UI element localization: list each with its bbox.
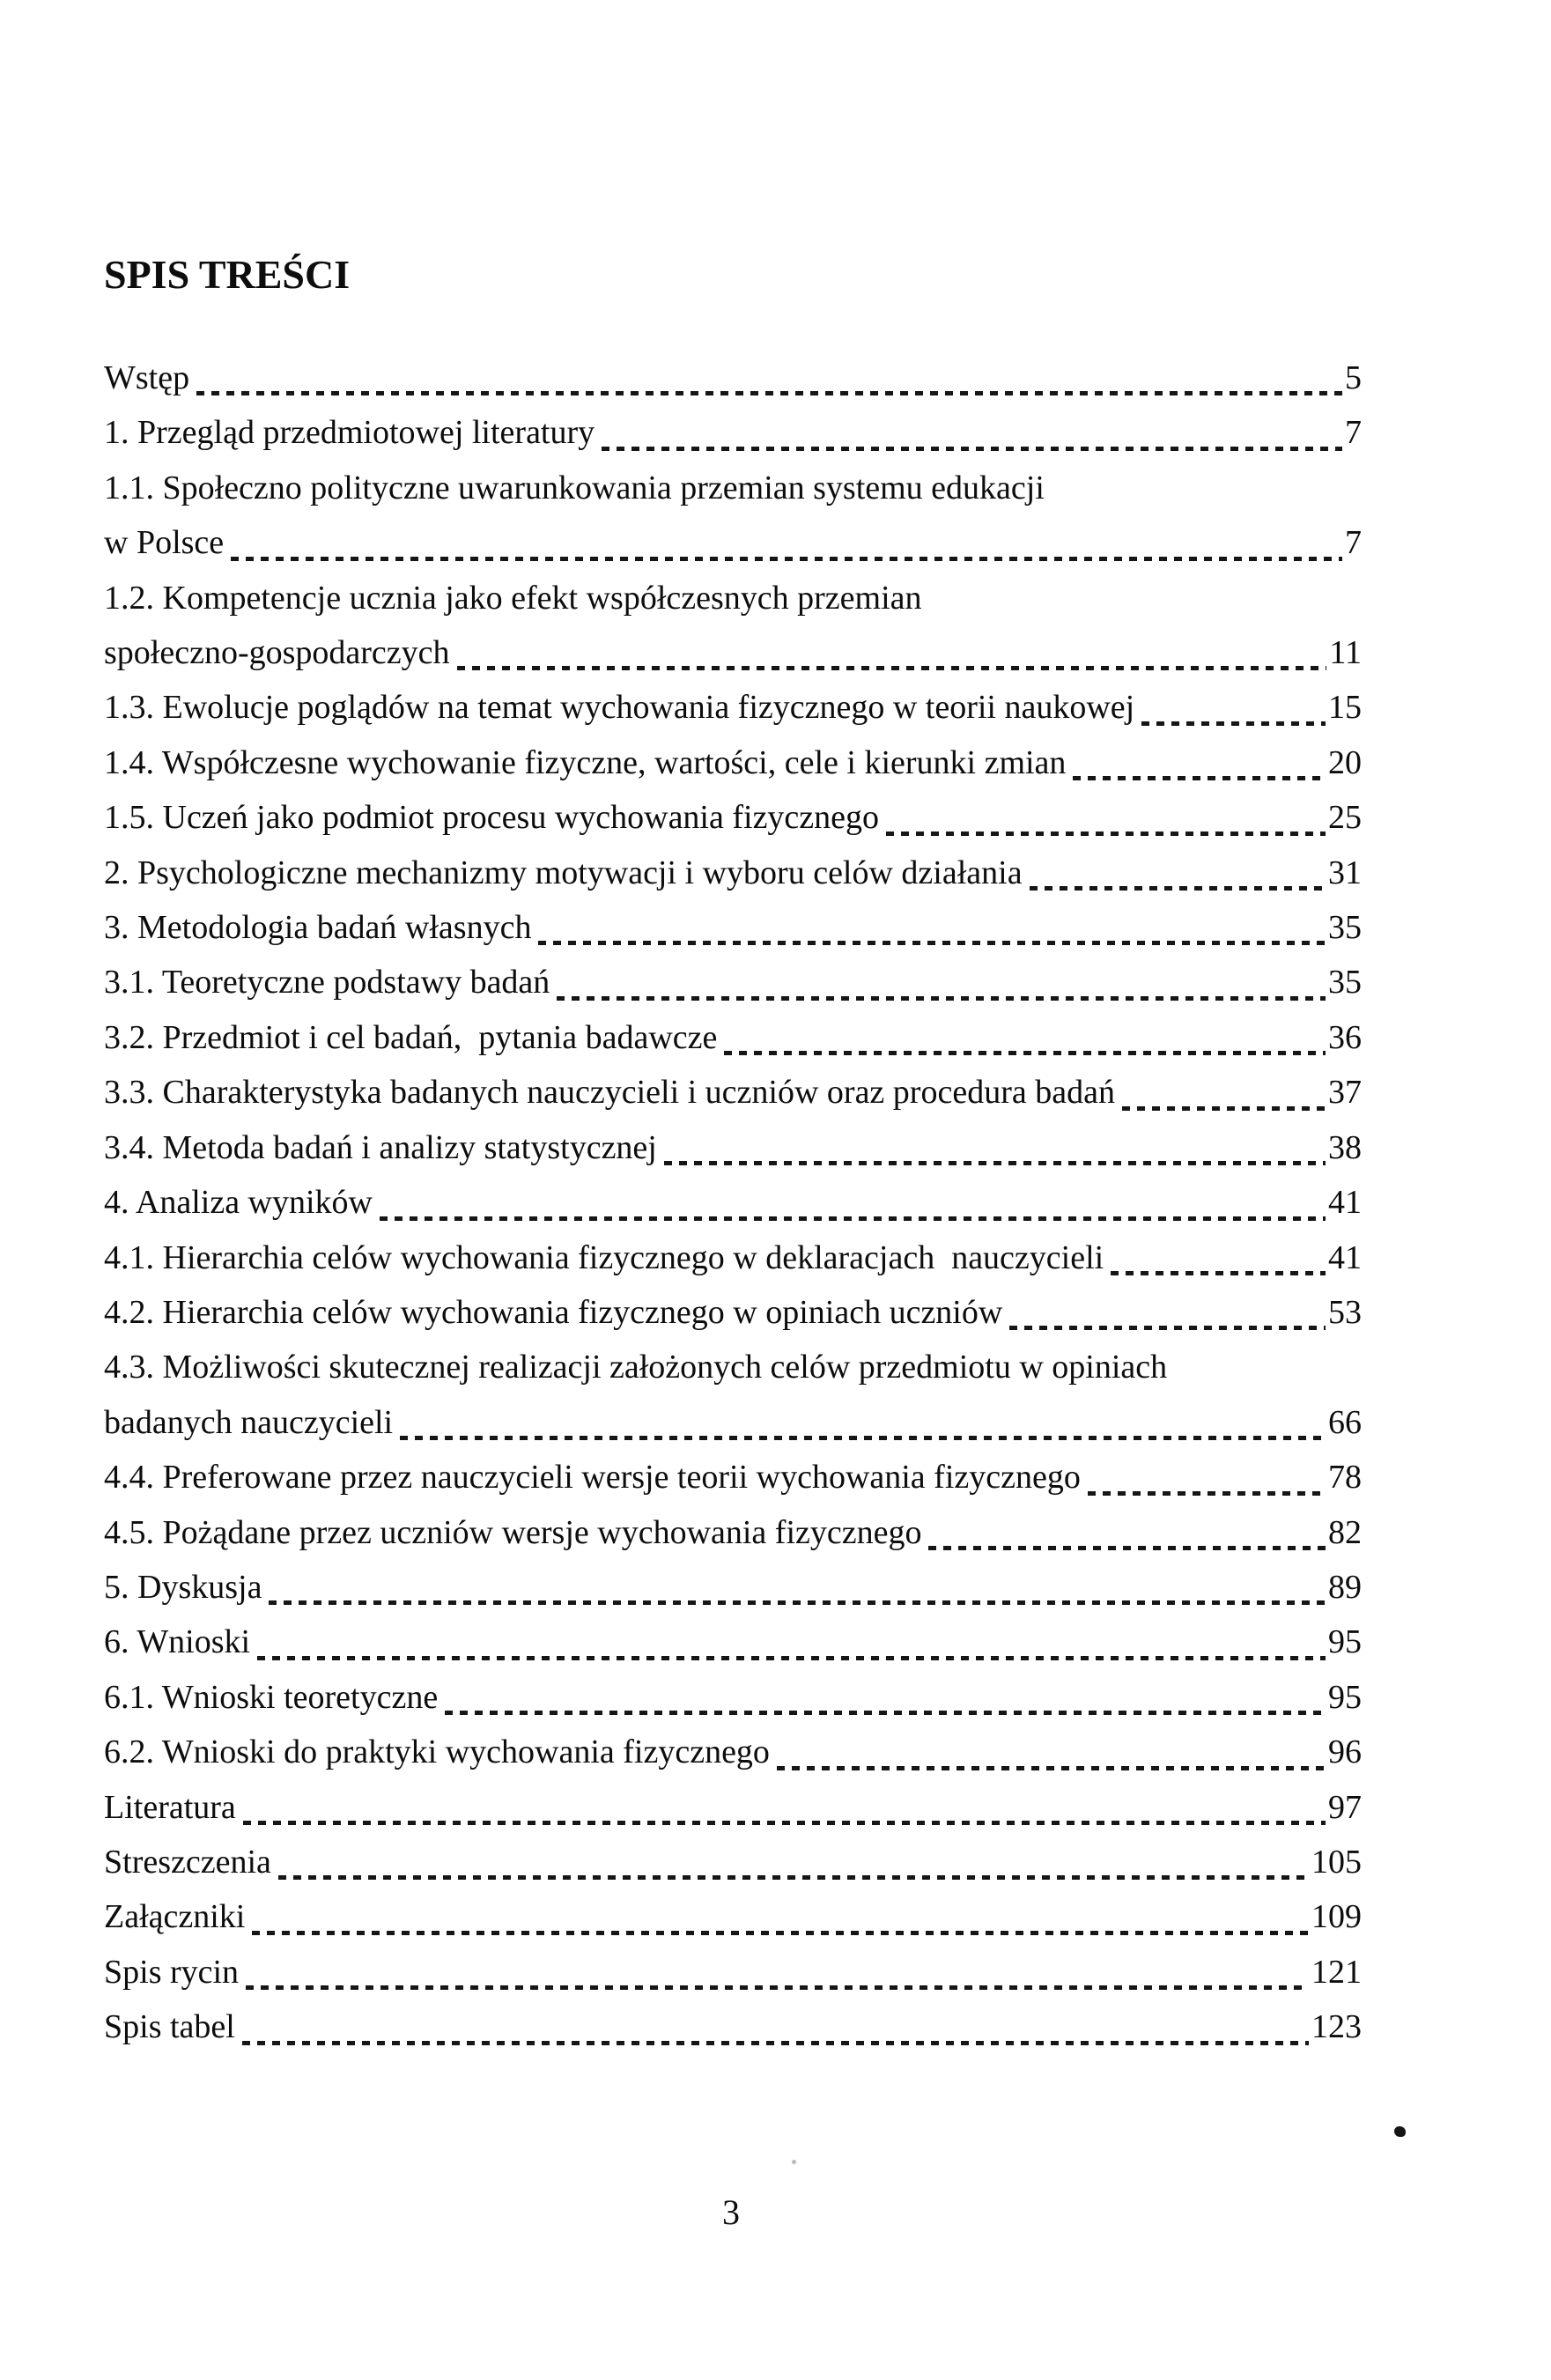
scan-artifact-speck	[1394, 2126, 1406, 2137]
toc-entry-text: 3.3. Charakterystyka badanych nauczycieli i uczniów oraz procedura badań	[104, 1074, 1115, 1112]
toc-entry	[104, 1670, 1362, 1725]
toc-dot-leader	[246, 1985, 1309, 1990]
toc-page-number: 96	[1328, 1733, 1362, 1771]
toc-entry-text: Wstęp	[104, 359, 190, 396]
toc-page-number: 35	[1328, 909, 1362, 947]
toc-entry	[104, 1450, 1362, 1504]
toc-dot-leader	[557, 996, 1326, 1001]
toc-entry-text: 1.5. Uczeń jako podmiot procesu wychowania fizycznego	[104, 799, 880, 837]
toc-entry	[104, 1945, 1362, 1999]
toc-entry-text: Spis rycin	[104, 1953, 240, 1991]
toc-entry-text: Literatura	[104, 1788, 236, 1826]
toc-entry-continuation	[104, 625, 1362, 680]
footer-page-number: 3	[722, 2192, 740, 2232]
toc-entry	[104, 1725, 1362, 1779]
toc-page-number: 95	[1328, 1678, 1362, 1716]
toc-entry-text: 1.2. Kompetencje ucznia jako efekt współczesnych przemian	[104, 579, 922, 617]
toc-entry-text: Streszczenia	[104, 1843, 271, 1881]
toc-dot-leader	[777, 1766, 1326, 1770]
toc-dot-leader	[269, 1600, 1326, 1605]
toc-entry	[104, 900, 1362, 955]
toc-page-number: 89	[1328, 1568, 1362, 1606]
toc-page-number: 121	[1311, 1953, 1362, 1991]
toc-entry	[104, 1175, 1362, 1230]
toc-entry-text: Spis tabel	[104, 2008, 235, 2046]
toc-entry	[104, 1615, 1362, 1669]
toc-entry	[104, 1065, 1362, 1120]
toc-dot-leader	[664, 1161, 1326, 1165]
toc-page-number: 7	[1345, 414, 1362, 452]
toc-dot-leader	[1088, 1491, 1326, 1496]
toc-entry-text: 1.4. Współczesne wychowanie fizyczne, wartości, cele i kierunki zmian	[104, 743, 1067, 781]
toc-entry	[104, 1560, 1362, 1615]
toc-entry-text: 3.4. Metoda badań i analizy statystycznej	[104, 1128, 657, 1166]
toc-dot-leader	[445, 1711, 1326, 1715]
toc-dot-leader	[242, 2041, 1309, 2045]
toc-dot-leader	[1122, 1106, 1326, 1111]
toc-page-number: 109	[1311, 1898, 1362, 1936]
toc-dot-leader	[538, 941, 1326, 945]
toc-page-number: 66	[1328, 1403, 1362, 1441]
toc-page-number: 95	[1328, 1623, 1362, 1661]
toc-page-number: 35	[1328, 964, 1362, 1002]
toc-page-number: 15	[1328, 689, 1362, 727]
toc-entry-text: 1.1. Społeczno polityczne uwarunkowania przemian systemu edukacji	[104, 469, 1045, 506]
toc-dot-leader	[928, 1546, 1326, 1550]
toc-dot-leader	[243, 1821, 1326, 1825]
toc-entry-text: 4.3. Możliwości skutecznej realizacji założonych celów przedmiotu w opiniach	[104, 1349, 1168, 1386]
toc-entry	[104, 571, 1362, 625]
toc-entry-continuation	[104, 515, 1362, 570]
toc-dot-leader	[257, 1656, 1326, 1660]
toc-entry-text: 4.5. Pożądane przez uczniów wersje wychowania fizycznego	[104, 1513, 922, 1551]
toc-entry	[104, 1010, 1362, 1065]
toc-page-number: 105	[1311, 1843, 1362, 1881]
toc-entry-text: 2. Psychologiczne mechanizmy motywacji i wyboru celów działania	[104, 854, 1023, 891]
toc-entry-text: 4.2. Hierarchia celów wychowania fizycznego w opiniach uczniów	[104, 1293, 1003, 1331]
toc-page-number: 97	[1328, 1788, 1362, 1826]
toc-entry	[104, 1120, 1362, 1175]
toc-entry-text: 4.4. Preferowane przez nauczycieli wersje teorii wychowania fizycznego	[104, 1459, 1081, 1497]
toc-page-number: 7	[1345, 524, 1362, 562]
toc-entry	[104, 1780, 1362, 1835]
toc-page-number: 53	[1328, 1293, 1362, 1331]
toc-entry-text: 4. Analiza wyników	[104, 1184, 373, 1222]
scan-artifact-speck-faint	[792, 2160, 796, 2164]
toc-page-number: 20	[1328, 743, 1362, 781]
toc-page-number: 82	[1328, 1513, 1362, 1551]
toc-entry-text: 3.1. Teoretyczne podstawy badań	[104, 964, 550, 1002]
toc-page-number: 36	[1328, 1018, 1362, 1056]
toc-entry-text: 1. Przegląd przedmiotowej literatury	[104, 414, 595, 452]
toc-entry-text: 4.1. Hierarchia celów wychowania fizycznego w deklaracjach nauczycieli	[104, 1238, 1104, 1276]
toc-dot-leader	[1141, 721, 1326, 726]
page-title: SPIS TREŚCI	[104, 252, 351, 297]
toc-page-number: 78	[1328, 1459, 1362, 1497]
toc-entry	[104, 1231, 1362, 1285]
toc-dot-leader	[1111, 1271, 1326, 1275]
toc-dot-leader	[380, 1216, 1326, 1221]
toc-dot-leader	[196, 391, 1342, 395]
toc-dot-leader	[400, 1436, 1326, 1440]
toc-page-number: 5	[1345, 359, 1362, 396]
toc-entry	[104, 790, 1362, 845]
toc-entry-text: Załączniki	[104, 1898, 246, 1936]
toc-dot-leader	[602, 447, 1342, 451]
toc-page-number: 123	[1311, 2008, 1362, 2046]
toc-page-number: 38	[1328, 1128, 1362, 1166]
toc-entry	[104, 1999, 1362, 2054]
toc-dot-leader	[252, 1931, 1309, 1935]
toc-page-number: 31	[1328, 854, 1362, 891]
toc-entry-text: 1.3. Ewolucje poglądów na temat wychowania fizycznego w teorii naukowej	[104, 689, 1135, 727]
toc-dot-leader	[886, 832, 1326, 836]
toc-content	[104, 222, 1362, 2055]
toc-entry-text: badanych nauczycieli	[104, 1403, 394, 1441]
toc-entry-text: społeczno-gospodarczych	[104, 634, 450, 672]
toc-entry	[104, 1285, 1362, 1340]
toc-entry	[104, 735, 1362, 790]
toc-entry-continuation	[104, 1395, 1362, 1450]
toc-entry	[104, 1505, 1362, 1560]
toc-entry-text: 3. Metodologia badań własnych	[104, 909, 532, 947]
toc-page-number: 25	[1328, 799, 1362, 837]
toc-entry-text: 6.1. Wnioski teoretyczne	[104, 1678, 439, 1716]
toc-entry	[104, 1835, 1362, 1889]
toc-entry-text: 3.2. Przedmiot i cel badań, pytania badawcze	[104, 1018, 718, 1056]
toc-page-number: 11	[1329, 634, 1362, 672]
toc-entry	[104, 351, 1362, 405]
toc-dot-leader	[1009, 1326, 1326, 1330]
toc-entry	[104, 405, 1362, 460]
table-of-contents	[104, 351, 1362, 2055]
toc-page-number: 41	[1328, 1184, 1362, 1222]
toc-entry	[104, 1340, 1362, 1394]
toc-entry	[104, 955, 1362, 1009]
toc-page-number: 37	[1328, 1074, 1362, 1112]
toc-dot-leader	[457, 666, 1327, 670]
toc-dot-leader	[1073, 776, 1326, 780]
toc-entry-text: 6.2. Wnioski do praktyki wychowania fizycznego	[104, 1733, 770, 1771]
toc-page-number: 41	[1328, 1238, 1362, 1276]
toc-entry-text: 6. Wnioski	[104, 1623, 251, 1661]
toc-dot-leader	[1030, 886, 1326, 891]
toc-dot-leader	[724, 1051, 1326, 1055]
toc-entry	[104, 846, 1362, 900]
toc-dot-leader	[278, 1875, 1309, 1880]
toc-entry	[104, 1889, 1362, 1944]
toc-entry	[104, 461, 1362, 515]
toc-entry-text: w Polsce	[104, 524, 225, 562]
toc-entry-text: 5. Dyskusja	[104, 1568, 262, 1606]
toc-entry	[104, 680, 1362, 735]
toc-dot-leader	[231, 557, 1342, 561]
